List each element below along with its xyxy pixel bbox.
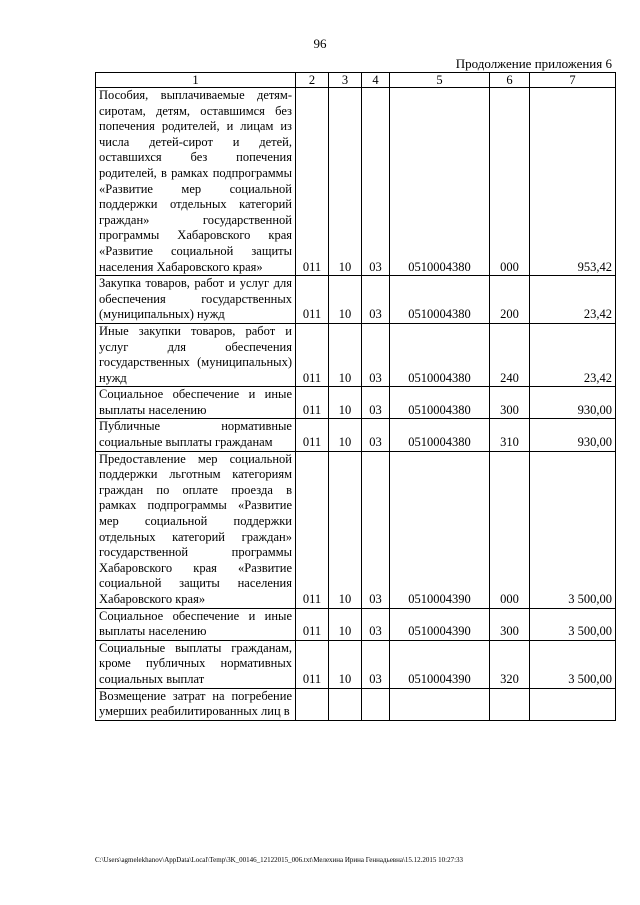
row-section: 10 <box>329 387 362 419</box>
table-header-row <box>96 73 616 88</box>
row-subsection: 03 <box>362 608 390 640</box>
row-amount: 3 500,00 <box>530 640 616 688</box>
header-cell: 1 <box>96 73 296 88</box>
table-row <box>96 387 616 419</box>
table-row <box>96 688 616 720</box>
row-subsection <box>362 688 390 720</box>
row-ministry-code: 011 <box>296 451 329 608</box>
continuation-label: Продолжение приложения 6 <box>455 56 612 71</box>
row-ministry-code: 011 <box>296 419 329 451</box>
table-row <box>96 608 616 640</box>
row-description: Закупка товаров, работ и услуг для обеспечения государственных (муниципальных) нужд <box>96 276 296 324</box>
row-amount: 930,00 <box>530 419 616 451</box>
row-expense-type <box>490 688 530 720</box>
row-section <box>329 688 362 720</box>
table-row <box>96 451 616 608</box>
row-expense-type: 300 <box>490 608 530 640</box>
row-expense-type: 300 <box>490 387 530 419</box>
row-expense-type: 310 <box>490 419 530 451</box>
row-description: Публичные нормативные социальные выплаты гражданам <box>96 419 296 451</box>
row-amount: 3 500,00 <box>530 608 616 640</box>
row-amount: 930,00 <box>530 387 616 419</box>
row-subsection: 03 <box>362 451 390 608</box>
header-cell: 3 <box>329 73 362 88</box>
row-target-item: 0510004380 <box>390 419 490 451</box>
row-subsection: 03 <box>362 276 390 324</box>
row-amount: 3 500,00 <box>530 451 616 608</box>
page-number: 96 <box>313 36 327 51</box>
table-row <box>96 276 616 324</box>
header-cell: 7 <box>530 73 616 88</box>
row-section: 10 <box>329 276 362 324</box>
row-target-item: 0510004390 <box>390 608 490 640</box>
row-subsection: 03 <box>362 419 390 451</box>
row-subsection: 03 <box>362 640 390 688</box>
row-section: 10 <box>329 323 362 386</box>
row-section: 10 <box>329 451 362 608</box>
row-expense-type: 240 <box>490 323 530 386</box>
row-expense-type: 000 <box>490 451 530 608</box>
row-amount: 23,42 <box>530 323 616 386</box>
row-ministry-code: 011 <box>296 608 329 640</box>
row-amount: 23,42 <box>530 276 616 324</box>
table-row <box>96 640 616 688</box>
row-section: 10 <box>329 608 362 640</box>
row-section: 10 <box>329 419 362 451</box>
row-expense-type: 320 <box>490 640 530 688</box>
row-target-item: 0510004380 <box>390 88 490 276</box>
row-subsection: 03 <box>362 387 390 419</box>
row-amount <box>530 688 616 720</box>
row-subsection: 03 <box>362 323 390 386</box>
row-description: Иные закупки товаров, работ и услуг для обеспечения государственных (муниципальных) нужд <box>96 323 296 386</box>
row-section: 10 <box>329 88 362 276</box>
row-subsection: 03 <box>362 88 390 276</box>
row-ministry-code: 011 <box>296 640 329 688</box>
row-ministry-code <box>296 688 329 720</box>
row-amount: 953,42 <box>530 88 616 276</box>
row-description: Социальное обеспечение и иные выплаты населению <box>96 608 296 640</box>
row-ministry-code: 011 <box>296 276 329 324</box>
row-description: Пособия, выплачиваемые детям-сиротам, детям, оставшимся без попечения родителей, и лицам из числа детей-сирот и детей, оставшихся без попечения родителей, в рамках подпрограммы «Развитие мер социальной поддержки отдельных категорий граждан» государственной программы Хабаровского края «Развитие социальной защиты населения Хабаровского края» <box>96 88 296 276</box>
table-row <box>96 88 616 276</box>
row-description: Возмещение затрат на погребение умерших реабилитированных лиц в <box>96 688 296 720</box>
row-description: Социальные выплаты гражданам, кроме публичных нормативных социальных выплат <box>96 640 296 688</box>
table-row <box>96 323 616 386</box>
header-cell: 4 <box>362 73 390 88</box>
budget-table <box>95 72 616 721</box>
row-target-item: 0510004390 <box>390 640 490 688</box>
row-section: 10 <box>329 640 362 688</box>
row-target-item: 0510004380 <box>390 323 490 386</box>
header-cell: 2 <box>296 73 329 88</box>
footer-file-path: C:\Users\agmelekhanov\AppData\Local\Temp\3K_00146_12122015_006.txt\Мелехина Ирина Геннадьевна\15.12.2015 10:27:33 <box>95 856 464 864</box>
row-description: Социальное обеспечение и иные выплаты населению <box>96 387 296 419</box>
row-description: Предоставление мер социальной поддержки льготным категориям граждан по оплате проезда в рамках подпрограммы «Развитие мер социальной поддержки отдельных категорий граждан» государственной программы Хабаровского края «Развитие социальной защиты населения Хабаровского края» <box>96 451 296 608</box>
row-target-item: 0510004390 <box>390 451 490 608</box>
header-cell: 6 <box>490 73 530 88</box>
row-ministry-code: 011 <box>296 88 329 276</box>
row-expense-type: 200 <box>490 276 530 324</box>
row-target-item <box>390 688 490 720</box>
row-target-item: 0510004380 <box>390 276 490 324</box>
row-expense-type: 000 <box>490 88 530 276</box>
header-cell: 5 <box>390 73 490 88</box>
row-target-item: 0510004380 <box>390 387 490 419</box>
row-ministry-code: 011 <box>296 323 329 386</box>
table-row <box>96 419 616 451</box>
row-ministry-code: 011 <box>296 387 329 419</box>
